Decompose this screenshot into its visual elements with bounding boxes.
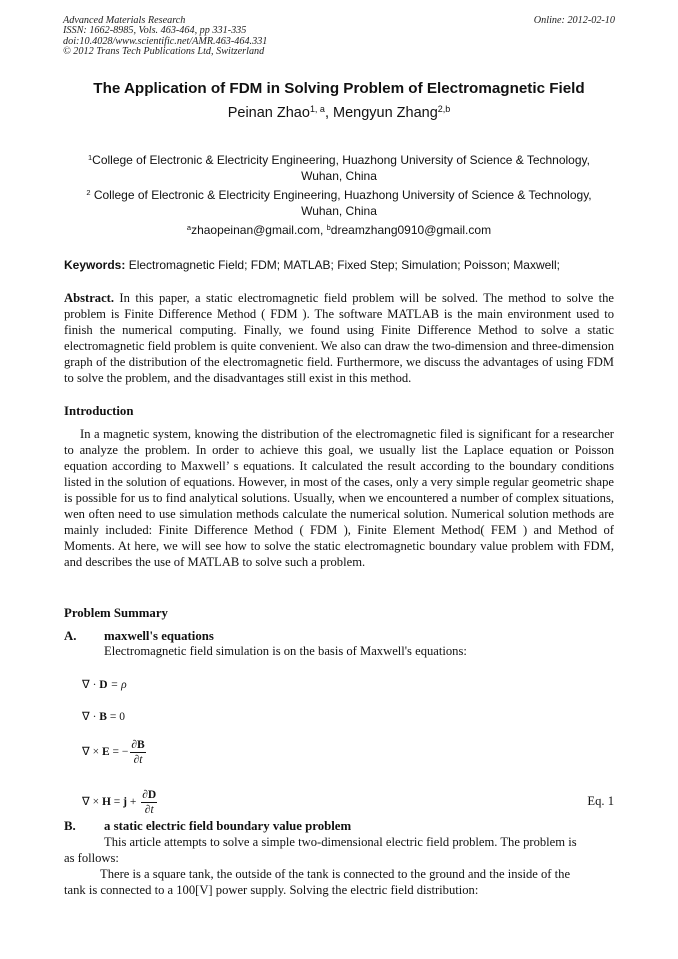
online-date: Online: 2012-02-10 [533,15,615,26]
section-b-letter: B. [64,819,76,833]
section-a-intro: Electromagnetic field simulation is on the basis of Maxwell's equations: [104,644,467,658]
section-b-text: as follows: [64,851,119,865]
keywords [64,258,624,272]
fraction: $\frac{\partial B}{\partial t}$ [131,739,145,766]
introduction-heading: Introduction [64,404,134,418]
author-name: Mengyun Zhang [333,105,438,121]
keywords-label: Keywords: [64,258,126,272]
section-b-title: a static electric field boundary value problem [104,819,352,833]
equation-faraday: ∇ × E = − $\frac{\partial B}{\partial t}$ [82,739,145,766]
fraction: $\frac{\partial D}{\partial t}$ [142,789,157,816]
author-affil-sup: 1, a [309,104,325,115]
affiliation-line: Wuhan, China [301,169,377,183]
affiliation-line: College of Electronic & Electricity Engineering, Huazhong University of Science & Technology, [90,188,592,202]
equation-gauss-electric: ∇ · D = ρ [82,679,127,691]
journal-name: Advanced Materials Research [63,15,186,26]
section-b-text: This article attempts to solve a simple two-dimensional electric field problem. The problem is [104,835,577,849]
equation-gauss-magnetic: ∇ · B = 0 [82,711,125,723]
section-b-text: There is a square tank, the outside of the tank is connected to the ground and the inside of the [100,867,571,881]
abstract [64,290,614,386]
email-address: dreamzhang0910@gmail.com [330,223,492,237]
section-a-letter: A. [64,629,77,643]
email-line [0,223,678,237]
affiliation-line: College of Electronic & Electricity Engineering, Huazhong University of Science & Technology, [92,153,590,167]
paper-title: The Application of FDM in Solving Problem of Electromagnetic Field [93,80,585,97]
email-sup: b [326,222,331,232]
keywords-text: Electromagnetic Field; FDM; MATLAB; Fixed Step; Simulation; Poisson; Maxwell; [125,258,560,272]
email-address: zhaopeinan@gmail.com, [191,223,327,237]
equation-ampere: ∇ × H = j + $\frac{\partial D}{\partial t}$ [82,789,157,816]
author-line [0,105,678,121]
author-name: Peinan Zhao [227,105,310,121]
equation-label: Eq. 1 [587,794,614,808]
section-a-title: maxwell's equations [104,629,214,643]
affiliation-2 [60,187,618,219]
abstract-text: In this paper, a static electromagnetic field problem will be solved. The method to solve the problem is Finite Difference Method ( FDM ). The software MATLAB is the main environment used to finish the numerical computing. Finally, we found using Finite Difference Method to solve a static electromagnetic field problem is quite convenient. We also can draw the two-dimension and three-dimension graph of the distribution of the electromagnetic field. Furthermore, we discuss the advantages of using FDM to solve the problem, and the disadvantages still exist in this method. [64,291,614,385]
affiliation-sup: 2 [86,187,91,197]
affiliation-sup: 1 [88,152,93,162]
author-separator: , [324,105,333,121]
author-affil-sup: 2,b [437,104,451,115]
problem-summary-heading: Problem Summary [64,606,168,620]
introduction-text: In a magnetic system, knowing the distribution of the electromagnetic filed is significant for a researcher to analyze the problem. In order to achieve this goal, we usually list the Laplace equation or Poisson equation according to Maxwell’ s equations. It calculated the result according to the boundary conditions listed in the solution of equations. However, in most of the cases, only a very simple regular geometric shape is possible for us to find analytical solutions. Usually, when we encountered a number of complex situations, wen often need to use simulation methods calculate the numerical solution. Numerical solution methods are mainly included: Finite Difference Method ( FDM ), Finite Element Method( FEM ) and Method of Moments. At here, we will see how to solve the static electromagnetic boundary value problem with FDM, and describes the use of MATLAB to solve such a problem. [64,427,614,569]
section-b-text: tank is connected to a 100[V] power supply. Solving the electric field distribution: [64,883,479,897]
issn-line: ISSN: 1662-8985, Vols. 463-464, pp 331-335 [63,25,247,37]
abstract-label: Abstract. [64,291,115,305]
journal-header [63,16,267,58]
doi-line: doi:10.4028/www.scientific.net/AMR.463-464.331 [63,35,268,47]
affiliation-1 [60,152,618,184]
email-sup: a [186,222,192,232]
affiliation-line: Wuhan, China [301,204,377,218]
copyright-line: © 2012 Trans Tech Publications Ltd, Switzerland [63,46,265,58]
